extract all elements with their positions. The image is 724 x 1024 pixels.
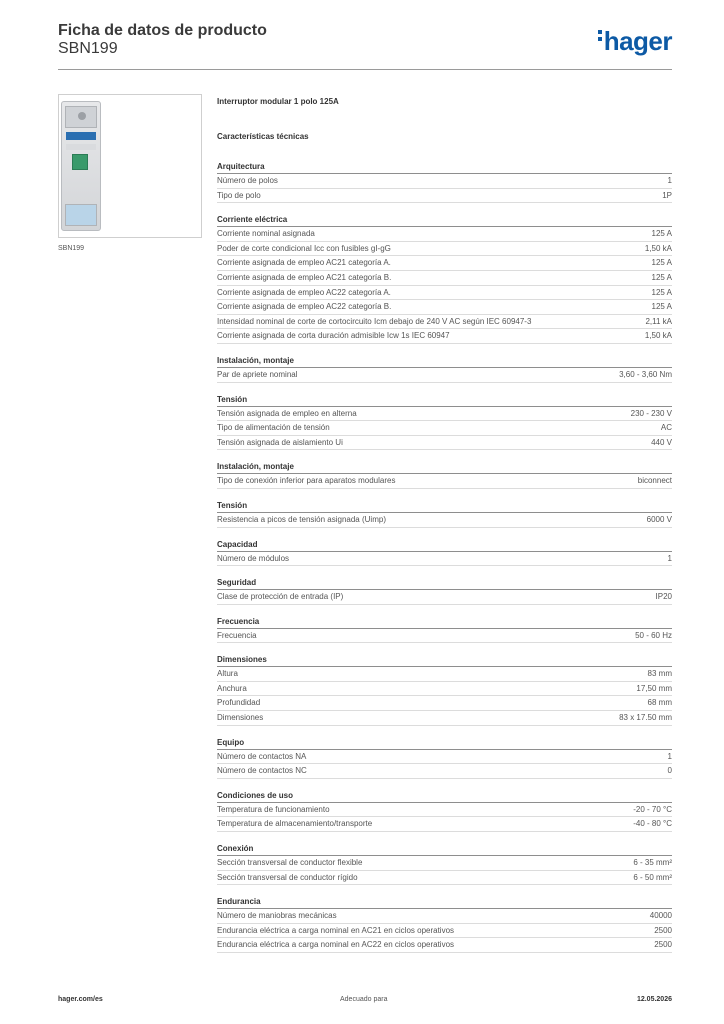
spec-label: Temperatura de almacenamiento/transporte bbox=[217, 819, 373, 829]
spec-section bbox=[217, 653, 672, 725]
spec-value: 6 - 50 mm² bbox=[633, 872, 672, 882]
spec-value: 83 mm bbox=[647, 669, 672, 679]
spec-value: 2,11 kA bbox=[645, 316, 672, 326]
spec-value: -40 - 80 °C bbox=[633, 819, 672, 829]
section-title: Tensión bbox=[217, 393, 672, 407]
footer-website: hager.com/es bbox=[58, 996, 103, 1003]
section-title: Corriente eléctrica bbox=[217, 213, 672, 227]
spec-row bbox=[217, 552, 672, 567]
spec-value: 125 A bbox=[651, 258, 672, 268]
spec-section bbox=[217, 789, 672, 832]
spec-section bbox=[217, 842, 672, 885]
spec-row bbox=[217, 667, 672, 682]
logo-text: hager bbox=[603, 26, 672, 56]
spec-value: 440 V bbox=[651, 437, 672, 447]
section-title: Instalación, montaje bbox=[217, 354, 672, 368]
spec-value: -20 - 70 °C bbox=[633, 804, 672, 814]
page-header bbox=[58, 22, 672, 70]
spec-row bbox=[217, 315, 672, 330]
spec-label: Tipo de polo bbox=[217, 190, 261, 200]
spec-value: 83 x 17.50 mm bbox=[619, 713, 672, 723]
spec-value: 2500 bbox=[654, 925, 672, 935]
product-name: Interruptor modular 1 polo 125A bbox=[217, 97, 339, 106]
section-title: Capacidad bbox=[217, 538, 672, 552]
spec-label: Par de apriete nominal bbox=[217, 369, 298, 379]
spec-row bbox=[217, 856, 672, 871]
photo-caption: SBN199 bbox=[58, 245, 85, 252]
spec-row bbox=[217, 764, 672, 779]
spec-label: Número de módulos bbox=[217, 553, 290, 563]
spec-value: 1,50 kA bbox=[644, 331, 672, 341]
section-title: Endurancia bbox=[217, 895, 672, 909]
spec-value: 1,50 kA bbox=[644, 243, 672, 253]
spec-row bbox=[217, 227, 672, 242]
spec-section bbox=[217, 354, 672, 383]
spec-label: Tensión asignada de aislamiento Ui bbox=[217, 437, 343, 447]
spec-value: 6 - 35 mm² bbox=[633, 858, 672, 868]
logo-dots-icon bbox=[598, 30, 602, 44]
section-title: Seguridad bbox=[217, 576, 672, 590]
spec-row bbox=[217, 711, 672, 726]
spec-section bbox=[217, 499, 672, 528]
spec-label: Resistencia a picos de tensión asignada (Uimp) bbox=[217, 514, 386, 524]
section-title: Condiciones de uso bbox=[217, 789, 672, 803]
footer-middle-text: Adecuado para bbox=[340, 996, 388, 1003]
spec-value: 125 A bbox=[651, 229, 672, 239]
section-title: Conexión bbox=[217, 842, 672, 856]
spec-value: 230 - 230 V bbox=[630, 408, 672, 418]
section-title: Tensión bbox=[217, 499, 672, 513]
spec-sections bbox=[217, 160, 672, 953]
spec-row bbox=[217, 256, 672, 271]
spec-value: 1P bbox=[662, 190, 672, 200]
spec-section bbox=[217, 736, 672, 779]
product-photo bbox=[58, 94, 202, 238]
spec-label: Número de maniobras mecánicas bbox=[217, 911, 337, 921]
spec-label: Corriente asignada de corta duración admisible Icw 1s IEC 60947 bbox=[217, 331, 450, 341]
spec-label: Corriente asignada de empleo AC22 categoría A. bbox=[217, 287, 391, 297]
spec-section bbox=[217, 213, 672, 344]
spec-row bbox=[217, 474, 672, 489]
spec-row bbox=[217, 924, 672, 939]
spec-row bbox=[217, 189, 672, 204]
spec-row bbox=[217, 629, 672, 644]
spec-label: Clase de protección de entrada (IP) bbox=[217, 592, 344, 602]
spec-row bbox=[217, 407, 672, 422]
spec-value: 6000 V bbox=[646, 514, 672, 524]
circuit-breaker-image bbox=[61, 101, 101, 231]
spec-row bbox=[217, 513, 672, 528]
spec-row bbox=[217, 174, 672, 189]
spec-row bbox=[217, 300, 672, 315]
spec-row bbox=[217, 590, 672, 605]
spec-label: Corriente nominal asignada bbox=[217, 229, 315, 239]
spec-section bbox=[217, 895, 672, 953]
spec-row bbox=[217, 750, 672, 765]
spec-section bbox=[217, 460, 672, 489]
spec-row bbox=[217, 696, 672, 711]
spec-value: 3,60 - 3,60 Nm bbox=[619, 369, 672, 379]
spec-value: 1 bbox=[667, 553, 672, 563]
spec-row bbox=[217, 286, 672, 301]
spec-row bbox=[217, 871, 672, 886]
spec-section bbox=[217, 393, 672, 451]
spec-row bbox=[217, 329, 672, 344]
spec-label: Sección transversal de conductor flexible bbox=[217, 858, 363, 868]
spec-label: Sección transversal de conductor rígido bbox=[217, 872, 358, 882]
spec-content bbox=[217, 97, 672, 963]
tech-characteristics-title: Características técnicas bbox=[217, 132, 309, 141]
spec-row bbox=[217, 803, 672, 818]
spec-label: Anchura bbox=[217, 683, 247, 693]
spec-value: 40000 bbox=[649, 911, 672, 921]
spec-value: 1 bbox=[667, 751, 672, 761]
spec-row bbox=[217, 271, 672, 286]
spec-row bbox=[217, 242, 672, 257]
spec-value: IP20 bbox=[655, 592, 672, 602]
spec-row bbox=[217, 368, 672, 383]
spec-label: Frecuencia bbox=[217, 630, 257, 640]
product-code: SBN199 bbox=[58, 40, 118, 57]
spec-value: 1 bbox=[667, 176, 672, 185]
document-title: Ficha de datos de producto bbox=[58, 22, 267, 39]
spec-label: Número de polos bbox=[217, 176, 278, 185]
spec-label: Tipo de alimentación de tensión bbox=[217, 423, 330, 433]
spec-section bbox=[217, 538, 672, 567]
spec-row bbox=[217, 817, 672, 832]
spec-label: Corriente asignada de empleo AC22 categoría B. bbox=[217, 302, 392, 312]
spec-row bbox=[217, 682, 672, 697]
spec-value: biconnect bbox=[637, 476, 672, 486]
spec-label: Corriente asignada de empleo AC21 categoría A. bbox=[217, 258, 391, 268]
spec-label: Endurancia eléctrica a carga nominal en AC22 en ciclos operativos bbox=[217, 940, 455, 950]
spec-value: 125 A bbox=[651, 272, 672, 282]
spec-label: Endurancia eléctrica a carga nominal en AC21 en ciclos operativos bbox=[217, 925, 455, 935]
spec-value: 50 - 60 Hz bbox=[635, 630, 672, 640]
spec-label: Poder de corte condicional Icc con fusibles gI-gG bbox=[217, 243, 391, 253]
section-title: Equipo bbox=[217, 736, 672, 750]
spec-label: Temperatura de funcionamiento bbox=[217, 804, 330, 814]
spec-label: Profundidad bbox=[217, 698, 261, 708]
spec-label: Número de contactos NC bbox=[217, 766, 307, 776]
spec-row bbox=[217, 909, 672, 924]
spec-label: Corriente asignada de empleo AC21 categoría B. bbox=[217, 272, 392, 282]
spec-label: Altura bbox=[217, 669, 238, 679]
spec-label: Intensidad nominal de corte de cortocircuito Icm debajo de 240 V AC según IEC 60947-3 bbox=[217, 316, 532, 326]
hager-logo bbox=[598, 26, 672, 57]
section-title: Arquitectura bbox=[217, 160, 672, 174]
footer-date: 12.05.2026 bbox=[636, 996, 672, 1003]
spec-label: Tensión asignada de empleo en alterna bbox=[217, 408, 357, 418]
spec-section bbox=[217, 615, 672, 644]
spec-value: 0 bbox=[667, 766, 672, 776]
spec-row bbox=[217, 421, 672, 436]
spec-label: Dimensiones bbox=[217, 713, 264, 723]
spec-value: AC bbox=[660, 423, 672, 433]
spec-value: 68 mm bbox=[647, 698, 672, 708]
spec-label: Número de contactos NA bbox=[217, 751, 307, 761]
spec-row bbox=[217, 436, 672, 451]
section-title: Frecuencia bbox=[217, 615, 672, 629]
spec-value: 2500 bbox=[654, 940, 672, 950]
spec-value: 125 A bbox=[651, 302, 672, 312]
spec-row bbox=[217, 938, 672, 953]
spec-label: Tipo de conexión inferior para aparatos modulares bbox=[217, 476, 396, 486]
spec-section bbox=[217, 576, 672, 605]
section-title: Dimensiones bbox=[217, 653, 672, 667]
section-title: Instalación, montaje bbox=[217, 460, 672, 474]
spec-section bbox=[217, 160, 672, 203]
spec-value: 125 A bbox=[651, 287, 672, 297]
spec-value: 17,50 mm bbox=[636, 683, 672, 693]
